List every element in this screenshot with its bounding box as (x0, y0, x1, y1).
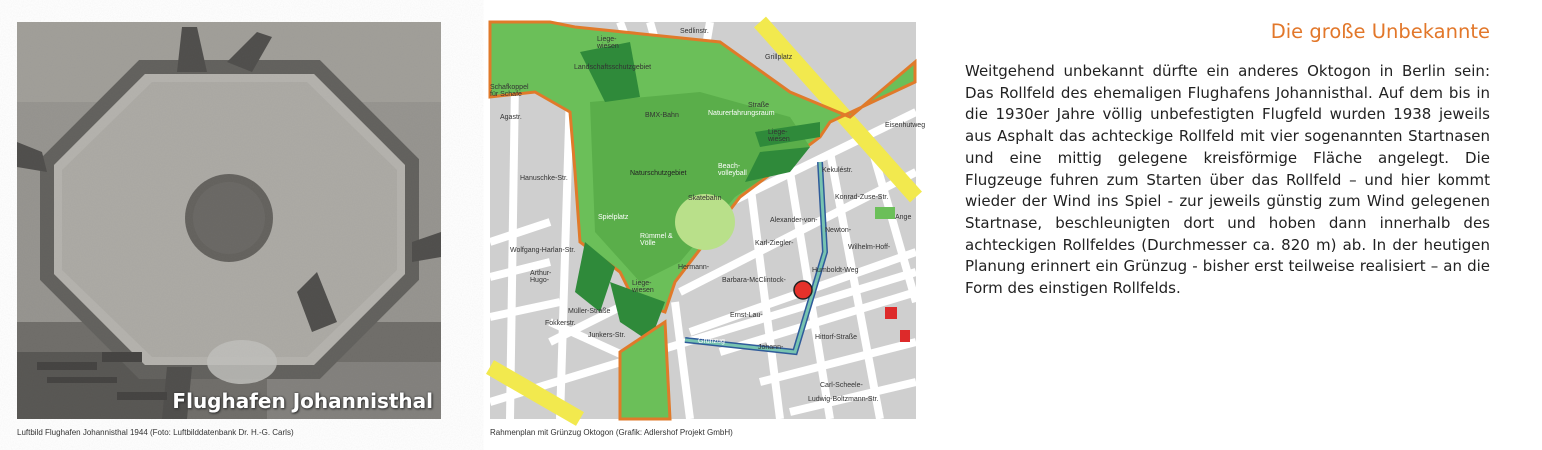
map-label-arthur-hugo: Arthur- Hugo- (530, 270, 552, 284)
map-label-konrad-zuse: Konrad-Zuse-Str. (835, 194, 889, 201)
map-label-agastr: Agastr. (500, 114, 522, 121)
map-label-wolfgang-harlan: Wolfgang-Harlan-Str. (510, 247, 576, 254)
map-label-hermann: Hermann- (678, 264, 710, 271)
map-label-humboldt: Humboldt-Weg (812, 267, 859, 274)
map-label-naturschutzgebiet: Naturschutzgebiet (630, 170, 687, 177)
map-label-landschaftsschutzgebiet: Landschaftsschutzgebiet (574, 64, 652, 71)
map-graphic (490, 22, 916, 419)
map-label-junkers-str: Junkers-Str. (588, 332, 626, 339)
map-caption: Rahmenplan mit Grünzug Oktogon (Grafik: Adlershof Projekt GmbH) (490, 428, 733, 437)
map-label-mueller-strasse: Müller-Straße (568, 308, 611, 315)
map-label-barbara: Barbara-McClintock- (722, 277, 786, 284)
map-label-strasse-top: Straße (748, 102, 770, 109)
map-label-kekule: Kekuléstr. (822, 167, 853, 174)
map-label-bmx-bahn: BMX-Bahn (645, 112, 679, 119)
photo-caption: Luftbild Flughafen Johannisthal 1944 (Foto: Luftbilddatenbank Dr. H.-G. Carls) (17, 428, 294, 437)
map-label-beachvolleyball: Beach- volleyball (718, 163, 747, 177)
map-label-ernst-lau: Ernst-Lau- (730, 312, 763, 319)
map-label-johann: Johann- (758, 344, 784, 351)
master-plan-map (490, 22, 926, 419)
map-label-spielplatz: Spielplatz (598, 214, 629, 221)
map-label-hanuschke: Hanuschke-Str. (520, 175, 568, 182)
article (965, 20, 1490, 300)
map-label-naturerfahrungsraum: Naturerfahrungsraum (708, 110, 775, 117)
article-body: Weitgehend unbekannt dürfte ein anderes Oktogon in Berlin sein: Das Rollfeld des ehemaligen Flughafens Johannisthal. Auf dem bis in die 1930er Jahre völlig unbefestigten Flugfeld wurden 1938 jeweils aus Asphalt das achteckige Rollfeld mit vier sogenannten Startnasen und eine mittig gelegene kreisförmige Fläche angelegt. Die Flugzeuge fuhren zum Starten über das Rollfeld – und hier kommt wieder der Wind ins Spiel - zur jeweils günstig zum Wind gelegenen Startnase, beschleunigten dort und hoben dann innerhalb des achteckigen Rollfeldes (Durchmesser ca. 820 m) ab. In der heutigen Planung erinnert ein Grünzug - bisher erst teilweise realisiert – an die Form des einstigen Rollfelds. (965, 62, 1490, 298)
map-label-gruenzug: Grünzug (698, 338, 725, 345)
map-label-carl-scheele: Carl-Scheele- (820, 382, 863, 389)
map-label-ange: Ange (895, 214, 912, 221)
photo-overlay-title: Flughafen Johannisthal (172, 389, 433, 413)
map-label-alexander: Alexander-von- (770, 217, 818, 224)
map-label-ruemmel: Rümmel & Völle (640, 233, 673, 247)
map-label-wilhelm-hoff: Wilhelm-Hoff- (848, 244, 891, 251)
map-label-eisenhut: Eisenhutweg (885, 122, 926, 129)
map-label-fokkerstr: Fokkerstr. (545, 320, 576, 327)
map-label-karl-ziegler: Karl-Ziegler- (755, 240, 794, 247)
map-label-sedlinstr: Sedlinstr. (680, 28, 709, 35)
map-label-schafkoppel: Schafkoppel für Schafe (490, 84, 529, 98)
article-title: Die große Unbekannte (1270, 20, 1490, 43)
aerial-photo (17, 22, 441, 419)
map-label-ludwig-boltzmann: Ludwig-Boltzmann-Str. (808, 396, 879, 403)
map-label-hittorf: Hittorf-Straße (815, 334, 858, 341)
map-label-grillplatz: Grillplatz (765, 54, 793, 61)
map-label-skatebahn: Skatebahn (688, 195, 722, 202)
aerial-photo-image (17, 22, 441, 419)
map-label-liegewiesen-top: Liege- wiesen (597, 36, 619, 50)
map-label-newton: Newton- (825, 227, 852, 234)
map-label-liegewiesen-bottom: Liege- wiesen (632, 280, 654, 294)
map-label-liegewiesen-right: Liege- wiesen (768, 129, 790, 143)
